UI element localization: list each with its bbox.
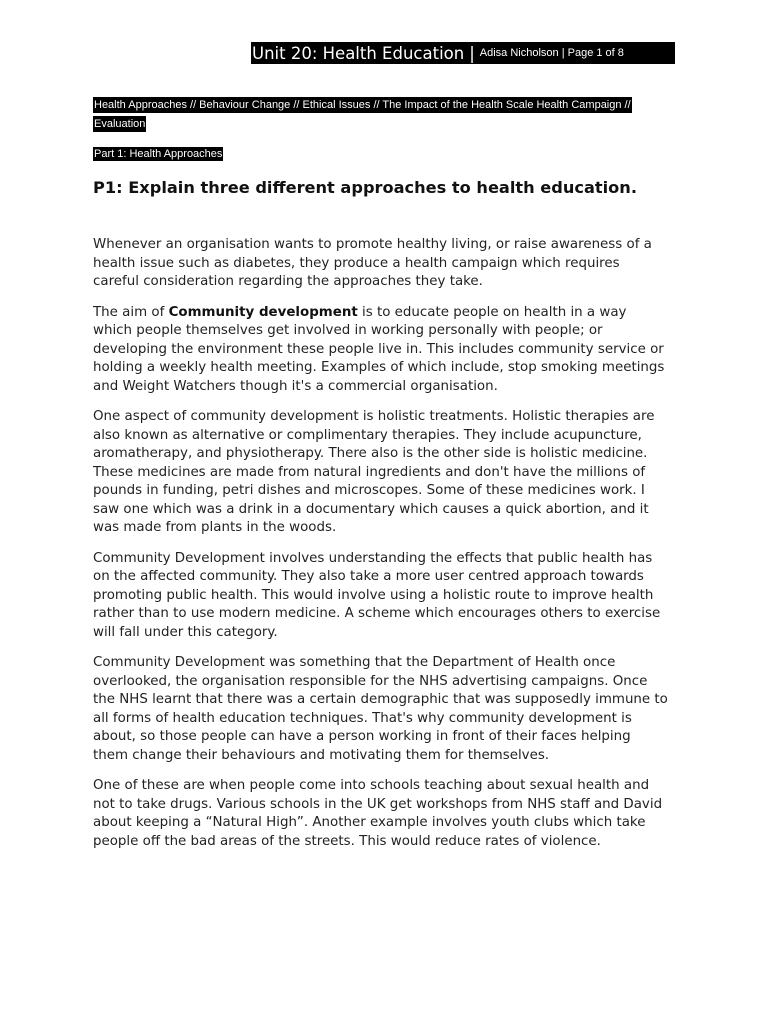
- part-heading: [93, 146, 223, 162]
- header-separator: |: [469, 43, 475, 63]
- topics-list: [93, 96, 658, 134]
- paragraph-community-development: [93, 304, 668, 397]
- body-text: [93, 236, 668, 863]
- paragraph-intro: Whenever an organisation wants to promote healthy living, or raise awareness of a health issue such as diabetes, they produce a health campaign which requires careful consideration regarding the approaches they take.: [93, 237, 652, 289]
- paragraph-effects: Community Development involves understanding the effects that public health has on the affected community. They also take a more user centred approach towards promoting public health. This would involve using a holistic route to improve health rather than to use modern medicine. A scheme which encourages others to exercise will fall under this category.: [93, 550, 661, 640]
- author-page-info: Adisa Nicholson | Page 1 of 8: [479, 47, 624, 59]
- bold-term: Community development: [168, 304, 358, 320]
- unit-title: Unit 20: Health Education: [252, 43, 465, 63]
- paragraph-department: Community Development was something that the Department of Health once overlooked, the organisation responsible for the NHS advertising campaigns. Once the NHS learnt that there was a certain demographic that was supposedly immune to all forms of health education techniques. That's why community development is about, so those people can have a person working in front of their faces helping them change their behaviours and motivating them for themselves.: [93, 655, 668, 763]
- page-header: [251, 42, 675, 64]
- paragraph-text: is to educate people on health in a way which people themselves get involved in working personally with people; or developing the environment these people live in. This includes community service or holding a weekly health meeting. Examples of which include, stop smoking meetings and Weight Watchers though it's a commercial organisation.: [93, 304, 665, 394]
- paragraph-schools: One of these are when people come into schools teaching about sexual health and not to take drugs. Various schools in the UK get workshops from NHS staff and David about keeping a “Natural High”. Another example involves youth clubs which take people off the bad areas of the streets. This would reduce rates of violence.: [93, 778, 663, 849]
- part-heading-text: Part 1: Health Approaches: [94, 148, 223, 160]
- question-heading: P1: Explain three different approaches to health education.: [93, 178, 637, 197]
- topics-text: Health Approaches // Behaviour Change // Ethical Issues // The Impact of the Health Scale Health Campaign // Evaluation: [94, 99, 631, 130]
- paragraph-holistic: One aspect of community development is holistic treatments. Holistic therapies are also known as alternative or complimentary therapies. They include acupuncture, aromatherapy, and physiotherapy. There also is the other side is holistic medicine. These medicines are made from natural ingredients and don't have the millions of pounds in funding, petri dishes and microscopes. Some of these medicines work. I saw one which was a drink in a documentary which causes a quick abortion, and it was made from plants in the woods.: [93, 409, 655, 535]
- paragraph-text: The aim of: [93, 304, 169, 320]
